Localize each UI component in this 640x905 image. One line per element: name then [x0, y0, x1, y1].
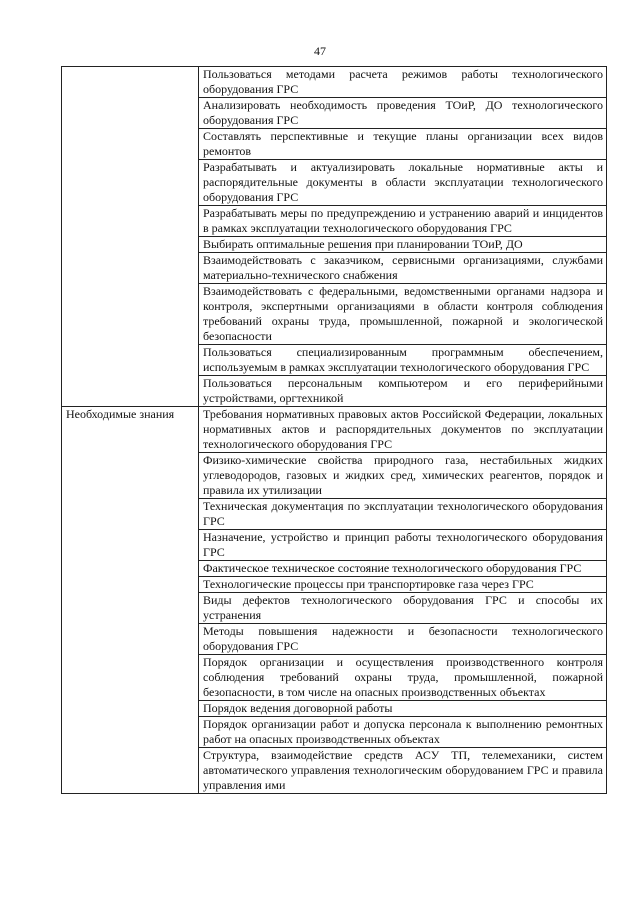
requirement-cell: Технологические процессы при транспортировке газа через ГРС: [199, 577, 607, 593]
requirement-cell: Порядок организации и осуществления производственного контроля соблюдения требований охраны труда, промышленной, пожарной безопасности, в том числе на опасных производственных объектах: [199, 655, 607, 701]
requirement-cell: Разрабатывать меры по предупреждению и устранению аварий и инцидентов в рамках эксплуатации технологического оборудования ГРС: [199, 206, 607, 237]
requirements-table-body: [62, 67, 607, 794]
requirement-cell: Пользоваться методами расчета режимов работы технологического оборудования ГРС: [199, 67, 607, 98]
requirement-cell: Назначение, устройство и принцип работы технологического оборудования ГРС: [199, 530, 607, 561]
requirement-cell: Порядок ведения договорной работы: [199, 701, 607, 717]
requirement-cell: Физико-химические свойства природного газа, нестабильных жидких углеводородов, газовых и жидких сред, химических реагентов, порядок и правила их утилизации: [199, 453, 607, 499]
requirement-cell: Техническая документация по эксплуатации технологического оборудования ГРС: [199, 499, 607, 530]
section-label-cell: Необходимые знания: [62, 407, 199, 794]
requirement-cell: Виды дефектов технологического оборудования ГРС и способы их устранения: [199, 593, 607, 624]
requirement-cell: Анализировать необходимость проведения ТОиР, ДО технологического оборудования ГРС: [199, 98, 607, 129]
requirement-cell: Выбирать оптимальные решения при планировании ТОиР, ДО: [199, 237, 607, 253]
requirement-cell: Порядок организации работ и допуска персонала к выполнению ремонтных работ на опасных производственных объектах: [199, 717, 607, 748]
empty-label-cell: [62, 67, 199, 407]
requirement-cell: Взаимодействовать с федеральными, ведомственными органами надзора и контроля, экспертными организациями в области контроля соблюдения требований охраны труда, промышленной, пожарной и экологической безопасности: [199, 284, 607, 345]
requirement-cell: Структура, взаимодействие средств АСУ ТП, телемеханики, систем автоматического управления технологическим оборудованием ГРС и правила управления ими: [199, 748, 607, 794]
requirement-cell: Требования нормативных правовых актов Российской Федерации, локальных нормативных актов и распорядительных документов по эксплуатации технологического оборудования ГРС: [199, 407, 607, 453]
table-row: [62, 67, 607, 98]
requirement-cell: Фактическое техническое состояние технологического оборудования ГРС: [199, 561, 607, 577]
table-row: [62, 407, 607, 453]
requirement-cell: Составлять перспективные и текущие планы организации всех видов ремонтов: [199, 129, 607, 160]
requirement-cell: Взаимодействовать с заказчиком, сервисными организациями, службами материально-технического снабжения: [199, 253, 607, 284]
requirement-cell: Пользоваться специализированным программным обеспечением, используемым в рамках эксплуатации технологического оборудования ГРС: [199, 345, 607, 376]
requirement-cell: Пользоваться персональным компьютером и его периферийными устройствами, оргтехникой: [199, 376, 607, 407]
page-number: 47: [314, 44, 326, 58]
requirement-cell: Методы повышения надежности и безопасности технологического оборудования ГРС: [199, 624, 607, 655]
requirement-cell: Разрабатывать и актуализировать локальные нормативные акты и распорядительные документы в области эксплуатации технологического оборудования ГРС: [199, 160, 607, 206]
requirements-table: [61, 66, 607, 794]
